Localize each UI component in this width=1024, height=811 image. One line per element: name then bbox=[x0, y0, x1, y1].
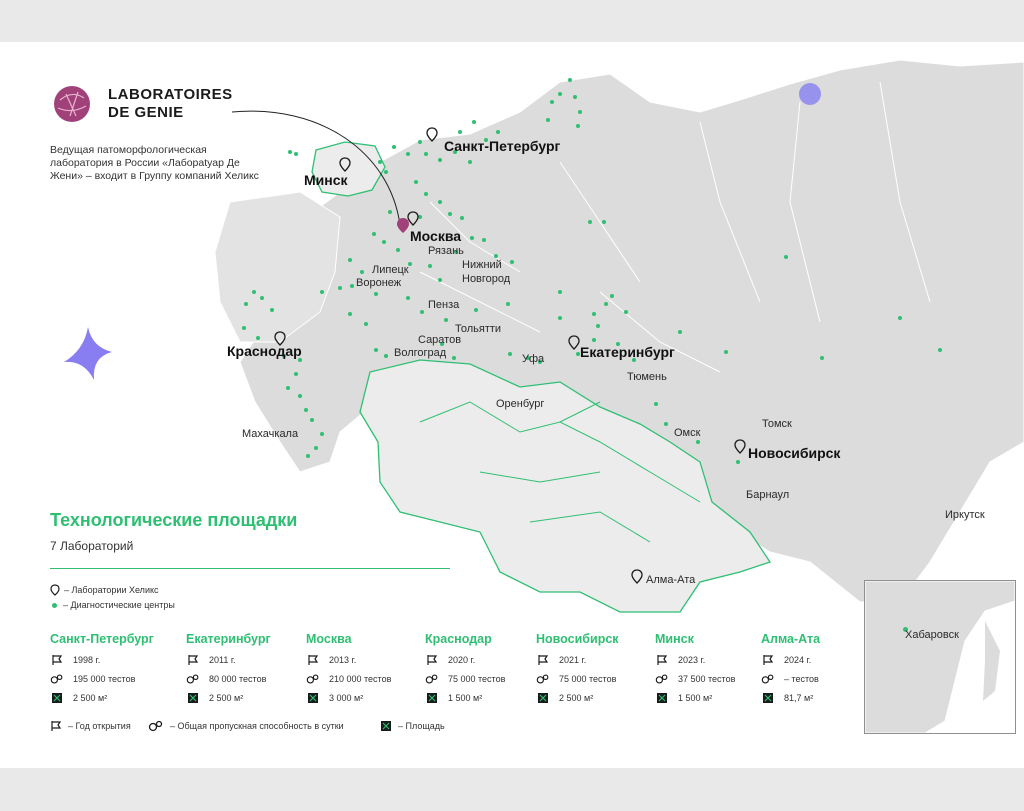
city-label-saratov: Саратов bbox=[418, 334, 462, 346]
gears-icon bbox=[306, 673, 320, 685]
site-area-row bbox=[761, 688, 820, 707]
site-area-row bbox=[536, 688, 619, 707]
section-title: Технологические площадки bbox=[50, 510, 298, 530]
city-label-barnaul: Барнаул bbox=[746, 489, 790, 501]
flag-icon bbox=[50, 720, 62, 732]
legend-centers-label: – Диагностические центры bbox=[63, 600, 175, 610]
site-column bbox=[306, 632, 391, 707]
city-label-ufa: Уфа bbox=[522, 353, 545, 365]
site-name: Москва bbox=[306, 632, 352, 646]
site-area: 81,7 м² bbox=[784, 692, 814, 703]
footer-year-label: – Год открытия bbox=[68, 721, 131, 731]
site-area-row bbox=[655, 688, 735, 707]
site-column bbox=[425, 632, 505, 707]
site-tests-row bbox=[761, 669, 820, 688]
site-area-row bbox=[306, 688, 391, 707]
site-area: 3 000 м² bbox=[329, 692, 364, 703]
city-label-tomsk: Томск bbox=[762, 418, 792, 430]
gears-icon bbox=[425, 673, 439, 685]
site-column bbox=[761, 632, 820, 707]
site-year: 2024 г. bbox=[784, 654, 812, 665]
site-tests: 210 000 тестов bbox=[329, 673, 392, 684]
site-year: 2013 г. bbox=[329, 654, 357, 665]
city-label-ekb: Екатеринбург bbox=[580, 344, 675, 360]
site-year: 2023 г. bbox=[678, 654, 706, 665]
area-icon bbox=[50, 692, 64, 704]
brand-name: LABORATOIRES DE GENIE bbox=[108, 86, 233, 121]
flag-icon bbox=[655, 654, 669, 666]
site-tests-row bbox=[306, 669, 391, 688]
site-tests: 75 000 тестов bbox=[559, 673, 617, 684]
site-name: Новосибирск bbox=[536, 632, 619, 646]
pin-icon bbox=[50, 584, 60, 596]
pin-icon-almaty bbox=[632, 570, 642, 583]
area-icon bbox=[306, 692, 320, 704]
khabarovsk-inset-map bbox=[864, 580, 1016, 734]
site-tests-row bbox=[425, 669, 505, 688]
city-label-omsk: Омск bbox=[674, 427, 701, 439]
city-label-nsk: Новосибирск bbox=[748, 445, 841, 461]
site-area-row bbox=[425, 688, 505, 707]
site-area: 1 500 м² bbox=[678, 692, 713, 703]
pin-icon-nsk bbox=[735, 440, 745, 453]
site-column bbox=[655, 632, 735, 707]
area-icon bbox=[425, 692, 439, 704]
site-area-row bbox=[50, 688, 154, 707]
site-year-row bbox=[50, 650, 154, 669]
city-label-ryazan: Рязань bbox=[428, 245, 464, 257]
legend-centers bbox=[50, 600, 175, 610]
city-label-volgograd: Волгоград bbox=[394, 347, 447, 359]
city-label-moscow: Москва bbox=[410, 228, 462, 244]
city-label-minsk: Минск bbox=[304, 172, 348, 188]
footer-capacity-label: – Общая пропускная способность в сутки bbox=[170, 721, 344, 731]
site-name: Санкт-Петербург bbox=[50, 632, 154, 646]
area-icon bbox=[380, 720, 392, 732]
site-tests: 37 500 тестов bbox=[678, 673, 736, 684]
site-year-row bbox=[761, 650, 820, 669]
footer-area bbox=[380, 720, 445, 732]
city-label-voronezh: Воронеж bbox=[356, 277, 402, 289]
footer-year bbox=[50, 720, 131, 732]
site-area: 2 500 м² bbox=[209, 692, 244, 703]
gears-icon bbox=[655, 673, 669, 685]
legend-labs-label: – Лаборатории Хеликс bbox=[64, 585, 159, 595]
site-column bbox=[50, 632, 154, 707]
gears-icon bbox=[536, 673, 550, 685]
legend-labs bbox=[50, 584, 159, 596]
gears-icon bbox=[761, 673, 775, 685]
site-year: 1998 г. bbox=[73, 654, 101, 665]
city-label-khabarovsk: Хабаровск bbox=[905, 629, 959, 641]
site-tests-row bbox=[655, 669, 735, 688]
footer-area-label: – Площадь bbox=[398, 721, 445, 731]
site-name: Екатеринбург bbox=[186, 632, 271, 646]
flag-icon bbox=[425, 654, 439, 666]
site-tests: 80 000 тестов bbox=[209, 673, 267, 684]
area-icon bbox=[186, 692, 200, 704]
city-label-krasnodar: Краснодар bbox=[227, 343, 302, 359]
city-label-lipetsk: Липецк bbox=[372, 264, 409, 276]
site-name: Минск bbox=[655, 632, 694, 646]
city-label-makhachkala: Махачкала bbox=[242, 428, 299, 440]
city-label-penza: Пенза bbox=[428, 299, 460, 311]
site-area: 2 500 м² bbox=[73, 692, 108, 703]
gears-icon bbox=[50, 673, 64, 685]
pin-icon-moscow bbox=[408, 212, 418, 225]
city-label-irkutsk: Иркутск bbox=[945, 509, 985, 521]
site-year-row bbox=[536, 650, 619, 669]
inset-land bbox=[865, 581, 1015, 733]
area-icon bbox=[536, 692, 550, 704]
flag-icon bbox=[50, 654, 64, 666]
site-tests-row bbox=[50, 669, 154, 688]
site-year: 2021 г. bbox=[559, 654, 587, 665]
city-label-nnovgorod-2: Новгород bbox=[462, 273, 511, 285]
site-column bbox=[186, 632, 271, 707]
site-year-row bbox=[306, 650, 391, 669]
site-year: 2020 г. bbox=[448, 654, 476, 665]
site-year-row bbox=[655, 650, 735, 669]
map-slide bbox=[0, 42, 1024, 768]
site-tests: 75 000 тестов bbox=[448, 673, 506, 684]
city-label-spb: Санкт-Петербург bbox=[444, 138, 561, 154]
city-label-tyumen: Тюмень bbox=[627, 371, 667, 383]
flag-icon bbox=[306, 654, 320, 666]
city-label-nnovgorod-1: Нижний bbox=[462, 259, 502, 271]
flag-icon bbox=[536, 654, 550, 666]
site-year: 2011 г. bbox=[209, 654, 236, 665]
city-label-orenburg: Оренбург bbox=[496, 398, 545, 410]
site-tests: – тестов bbox=[784, 673, 819, 684]
gears-icon bbox=[148, 720, 164, 732]
site-area-row bbox=[186, 688, 271, 707]
site-year-row bbox=[425, 650, 505, 669]
site-tests-row bbox=[186, 669, 271, 688]
description: Ведущая патоморфологическая лаборатория в России «Лабораtуар Де Жени» – входит в Группу компаний Хеликс bbox=[50, 144, 259, 182]
site-area: 1 500 м² bbox=[448, 692, 483, 703]
area-icon bbox=[761, 692, 775, 704]
gears-icon bbox=[186, 673, 200, 685]
site-name: Алма-Ата bbox=[761, 632, 821, 646]
site-year-row bbox=[186, 650, 271, 669]
footer-capacity bbox=[148, 720, 344, 732]
site-tests-row bbox=[536, 669, 619, 688]
pin-icon-ekb bbox=[569, 336, 579, 349]
city-label-almaty: Алма-Ата bbox=[646, 574, 696, 586]
site-name: Краснодар bbox=[425, 632, 492, 646]
site-area: 2 500 м² bbox=[559, 692, 594, 703]
title-divider bbox=[50, 568, 450, 569]
flag-icon bbox=[186, 654, 200, 666]
section-subtitle: 7 Лабораторий bbox=[50, 539, 134, 553]
pin-icon-spb bbox=[427, 128, 437, 141]
site-column bbox=[536, 632, 619, 707]
area-icon bbox=[655, 692, 669, 704]
flag-icon bbox=[761, 654, 775, 666]
pin-icon-minsk bbox=[340, 158, 350, 171]
dot-icon bbox=[52, 603, 57, 608]
site-tests: 195 000 тестов bbox=[73, 673, 136, 684]
city-label-tolyatti: Тольятти bbox=[455, 323, 502, 335]
